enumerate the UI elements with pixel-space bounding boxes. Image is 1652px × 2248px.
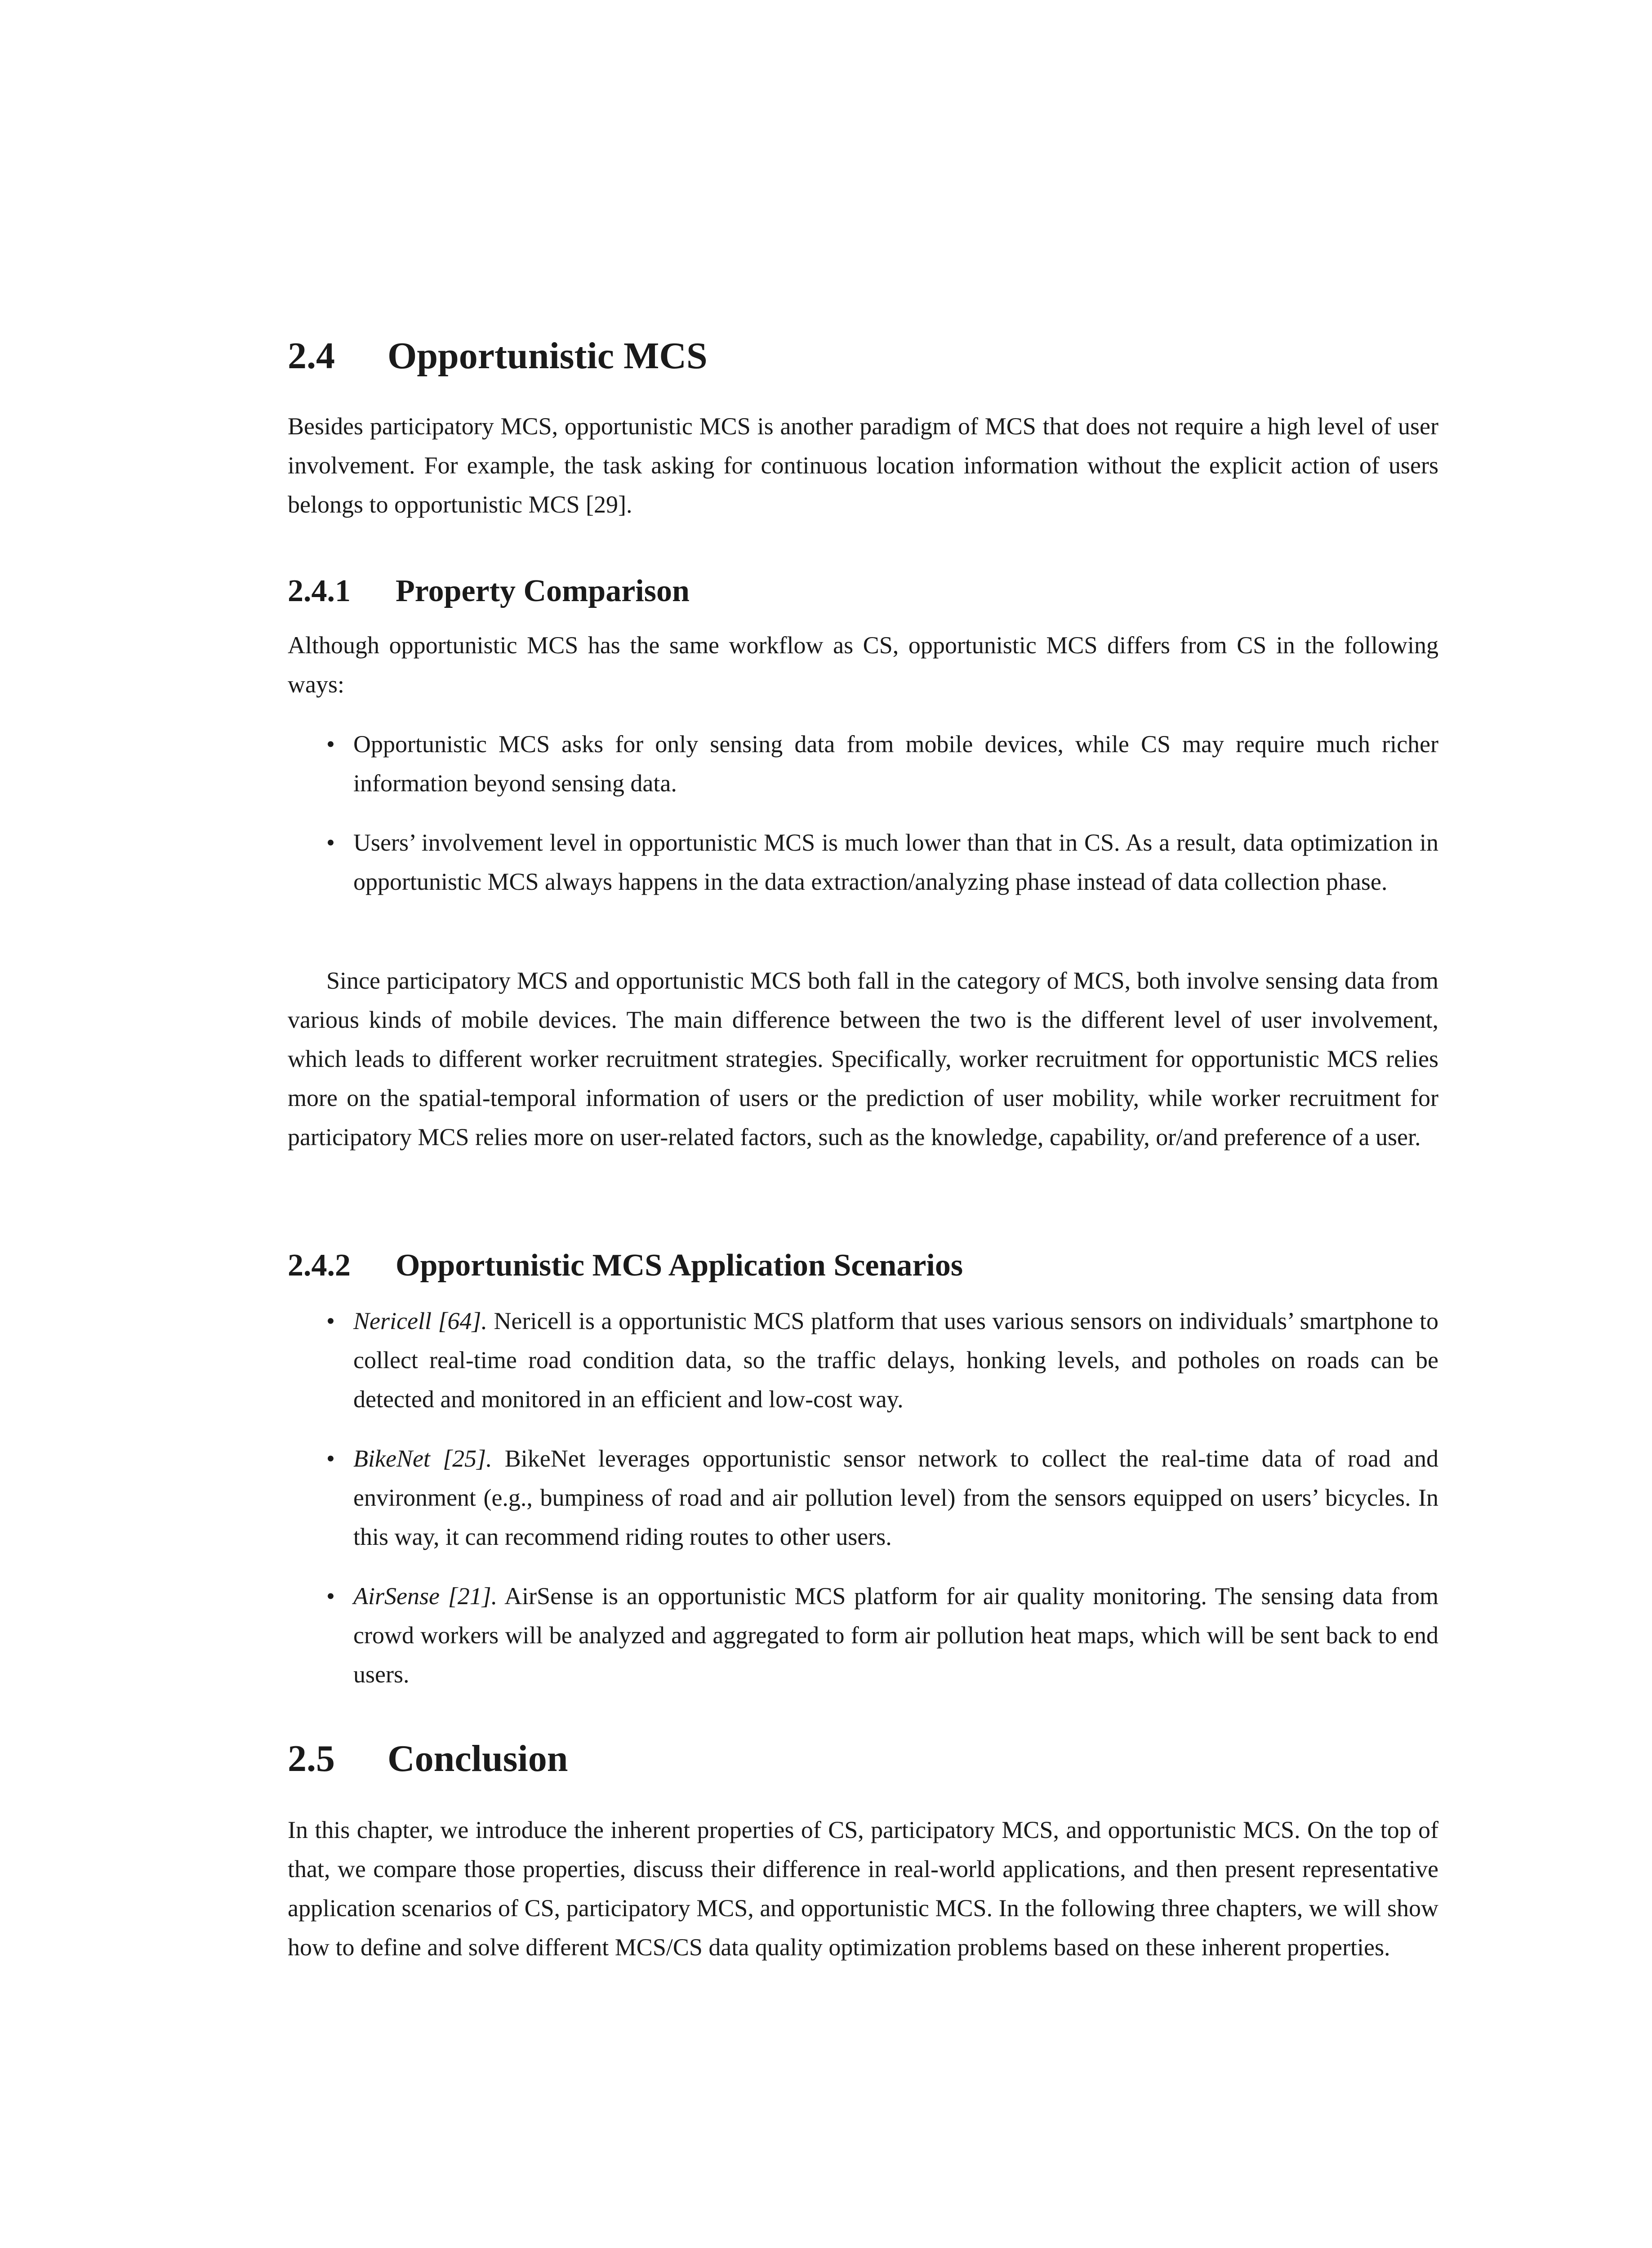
paragraph-2-5-body: In this chapter, we introduce the inherent properties of CS, participatory MCS, and opportunistic MCS. On the top of that, we compare those properties, discuss their difference in real-world applications, and then present representative application scenarios of CS, participatory MCS, and opportunistic MCS. In the following three chapters, we will show how to define and solve different MCS/CS data quality optimization problems based on these inherent properties. (288, 1816, 1438, 1961)
section-number: 2.5 (288, 1738, 335, 1780)
bullet-item (288, 1302, 1438, 1419)
subsection-title: Opportunistic MCS Application Scenarios (396, 1248, 963, 1283)
paragraph-2-4-intro: Besides participatory MCS, opportunistic MCS is another paradigm of MCS that does not require a high level of user involvement. For example, the task asking for continuous location information without the explicit action of users belongs to opportunistic MCS [29]. (288, 413, 1438, 518)
bullet-marker: • (326, 829, 335, 856)
bullet-marker: • (326, 1583, 335, 1610)
document-page (288, 0, 1438, 2248)
bullet-item (288, 1577, 1438, 1694)
subsection-number: 2.4.1 (288, 574, 351, 608)
bullet-item (288, 1439, 1438, 1557)
subsection-heading-2-4-2 (288, 1250, 963, 1281)
subsection-number: 2.4.2 (288, 1248, 351, 1283)
section-heading-2-4 (288, 337, 708, 375)
bullet-lead: Nericell [64]. (353, 1307, 487, 1334)
bullet-body: Nericell is a opportunistic MCS platform that uses various sensors on individuals’ smartphone to collect real-time road condition data, so the traffic delays, honking levels, and potholes on roads can be detected and monitored in an efficient and low-cost way. (353, 1307, 1439, 1413)
bullet-body: AirSense is an opportunistic MCS platform for air quality monitoring. The sensing data from crowd workers will be analyzed and aggregated to form air pollution heat maps, which will be sent back to end users. (353, 1583, 1438, 1688)
bullet-lead: AirSense [21]. (353, 1583, 498, 1610)
bullet-marker: • (326, 1307, 335, 1334)
section-title: Conclusion (387, 1738, 568, 1780)
bullet-text (353, 1577, 1438, 1694)
bullet-item (288, 725, 1438, 803)
bullet-lead: BikeNet [25]. (353, 1445, 492, 1472)
bullet-text (353, 1439, 1438, 1557)
paragraph-2-4-1-intro: Although opportunistic MCS has the same workflow as CS, opportunistic MCS differs from CS in the following ways: (288, 632, 1438, 698)
bullet-marker: • (326, 1445, 335, 1472)
section-number: 2.4 (288, 335, 335, 377)
paragraph-2-4-1-closing: Since participatory MCS and opportunistic MCS both fall in the category of MCS, both involve sensing data from various kinds of mobile devices. The main difference between the two is the different level of user involvement, which leads to different worker recruitment strategies. Specifically, worker recruitment for opportunistic MCS relies more on the spatial-temporal information of users or the prediction of user mobility, while worker recruitment for participatory MCS relies more on user-related factors, such as the knowledge, capability, or/and preference of a user. (288, 967, 1438, 1151)
bullet-text: Users’ involvement level in opportunistic MCS is much lower than that in CS. As a result, data optimization in opportunistic MCS always happens in the data extraction/analyzing phase instead of data collection phase. (353, 829, 1438, 895)
bullet-body: BikeNet leverages opportunistic sensor network to collect the real-time data of road and environment (e.g., bumpiness of road and air pollution level) from the sensors equipped on users’ bicycles. In this way, it can recommend riding routes to other users. (353, 1445, 1439, 1550)
subsection-heading-2-4-1 (288, 575, 690, 607)
section-title: Opportunistic MCS (387, 335, 708, 377)
section-heading-2-5 (288, 1740, 568, 1778)
bullet-text (353, 1302, 1438, 1419)
subsection-title: Property Comparison (396, 574, 690, 608)
bullet-marker: • (326, 731, 335, 758)
bullet-text: Opportunistic MCS asks for only sensing data from mobile devices, while CS may require much richer information beyond sensing data. (353, 731, 1438, 797)
bullet-item (288, 823, 1438, 901)
